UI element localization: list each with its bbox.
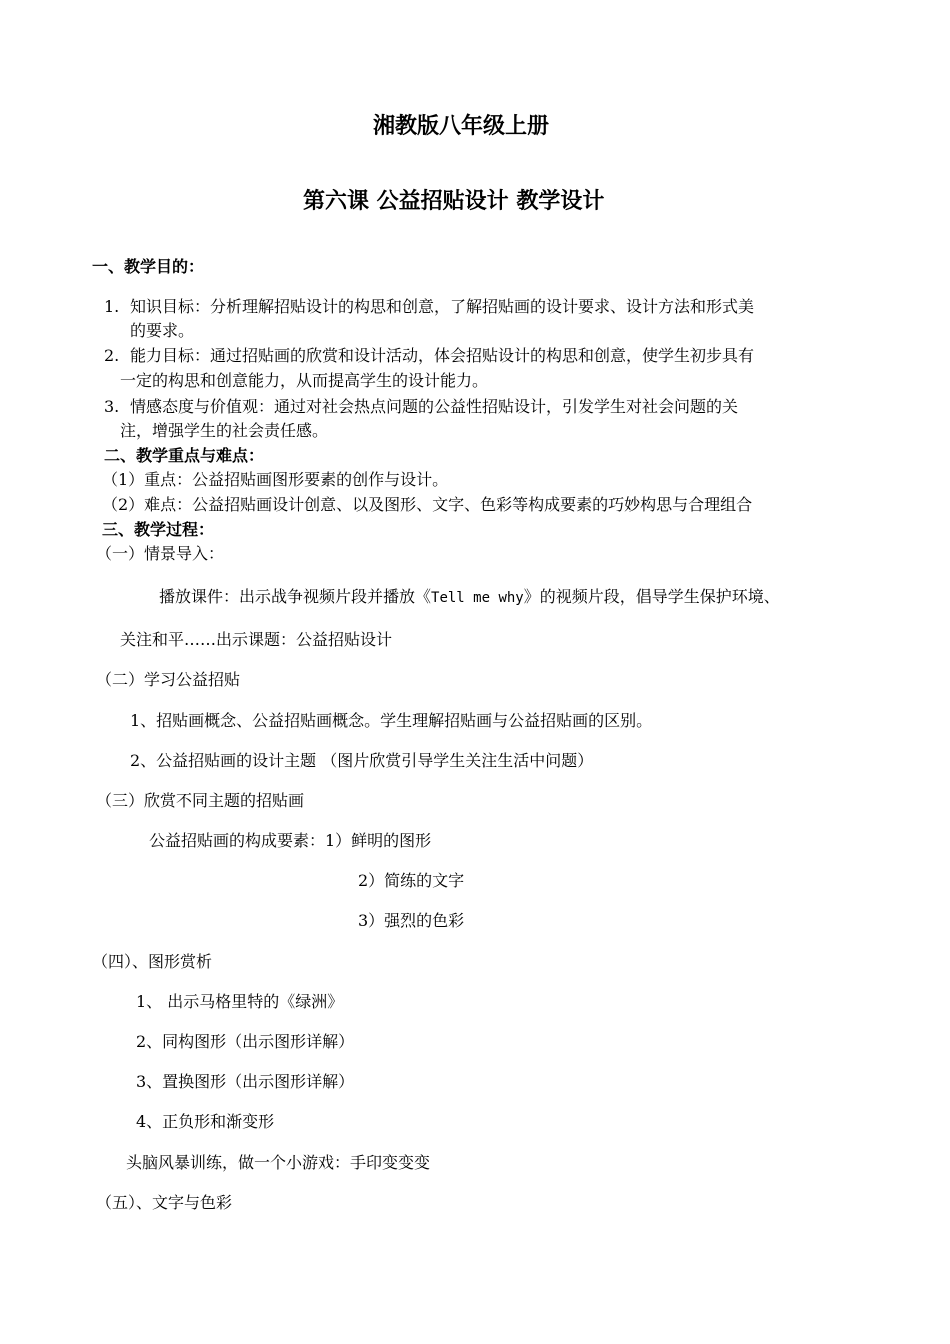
section-heading-objectives: 一、教学目的： — [92, 257, 205, 276]
difficult-point: （2）难点：公益招贴画设计创意、以及图形、文字、色彩等构成要素的巧妙构思与合理组合 — [102, 495, 753, 514]
part-4-item-1: 1、 出示马格里特的《绿洲》 — [136, 992, 344, 1011]
objective-2-line-1: 能力目标：通过招贴画的欣赏和设计活动，体会招贴设计的构思和创意，使学生初步具有 — [130, 346, 755, 365]
part-4-item-2: 2、同构图形（出示图形详解） — [136, 1032, 355, 1051]
part-4-item-4: 4、正负形和渐变形 — [136, 1112, 275, 1131]
document-subtitle: 第六课 公益招贴设计 教学设计 — [303, 188, 605, 214]
section-heading-key-points: 二、教学重点与难点： — [104, 446, 265, 465]
objective-1-line-1: 知识目标：分析理解招贴设计的构思和创意，了解招贴画的设计要求、设计方法和形式美 — [130, 297, 755, 316]
part-1-text-c: 》的视频片段，倡导学生保护环境、 — [523, 587, 780, 606]
part-1-paragraph-line-2: 关注和平……出示课题：公益招贴设计 — [120, 630, 393, 649]
part-3-heading: （三）欣赏不同主题的招贴画 — [96, 791, 305, 810]
part-5-heading: （五）、文字与色彩 — [96, 1193, 233, 1212]
part-3-elements-3: 3）强烈的色彩 — [358, 911, 465, 930]
section-heading-process: 三、教学过程： — [102, 520, 215, 539]
objective-3-line-2: 注，增强学生的社会责任感。 — [120, 421, 329, 440]
part-4-game: 头脑风暴训练，做一个小游戏：手印变变变 — [126, 1153, 431, 1172]
document-title: 湘教版八年级上册 — [373, 113, 550, 139]
part-3-elements-1: 公益招贴画的构成要素：1）鲜明的图形 — [149, 831, 432, 850]
part-2-item-2: 2、公益招贴画的设计主题 （图片欣赏引导学生关注生活中问题） — [130, 751, 594, 770]
part-4-heading: （四）、图形赏析 — [92, 952, 213, 971]
part-2-item-1: 1、招贴画概念、公益招贴画概念。学生理解招贴画与公益招贴画的区别。 — [130, 711, 653, 730]
objective-3-number: 3. — [104, 397, 120, 416]
part-1-heading: （一）情景导入： — [96, 544, 225, 563]
objective-1-line-2: 的要求。 — [130, 321, 195, 340]
part-2-heading: （二）学习公益招贴 — [96, 670, 241, 689]
objective-2-line-2: 一定的构思和创意能力，从而提高学生的设计能力。 — [120, 371, 489, 390]
objective-3-line-1: 情感态度与价值观：通过对社会热点问题的公益性招贴设计，引发学生对社会问题的关 — [130, 397, 739, 416]
part-1-paragraph-line-1 — [159, 587, 780, 608]
song-title: Tell me why — [431, 590, 524, 606]
part-3-elements-2: 2）简练的文字 — [358, 871, 465, 890]
objective-1-number: 1. — [104, 297, 120, 316]
key-point: （1）重点：公益招贴画图形要素的创作与设计。 — [102, 470, 449, 489]
part-1-text-a: 播放课件：出示战争视频片段并播放《 — [159, 587, 432, 606]
part-4-item-3: 3、置换图形（出示图形详解） — [136, 1072, 355, 1091]
objective-2-number: 2. — [104, 346, 120, 365]
